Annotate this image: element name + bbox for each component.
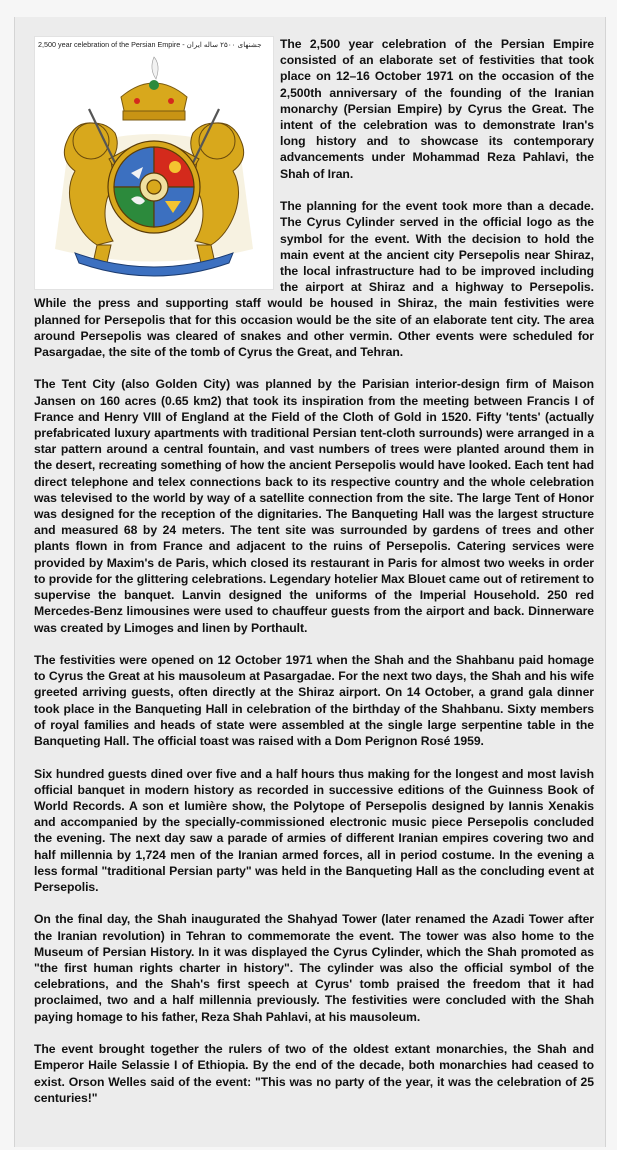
paragraph-5: Six hundred guests dined over five and a half hours thus making for the longest and most lavish official banquet in modern history as recorded in successive editions of the Guinness Book of World Records. A son et lumière show, the Polytope of Persepolis designed by Iannis Xenakis and accompanied by the specially-commissioned electronic music piece Persepolis concluded the evening. The next day saw a parade of armies of different Iranian empires covering two and half millennia by 1,724 men of the Iranian armed forces, all in period costume. In the evening a less formal "traditional Persian party" was held in the Banqueting Hall as the concluding event at Persepolis. (34, 766, 594, 894)
paragraph-1: The 2,500 year celebration of the Persian Empire consisted of an elaborate set of festivities that took place on 12–16 October 1971 on the occasion of the 2,500th anniversary of the founding of the Iranian monarchy (Persian Empire) by Cyrus the Great. The intent of the celebration was to demonstrate Iran's long history and to showcase its contemporary advancements under Mohammad Reza Pahlavi, the Shah of Iran. (280, 37, 594, 181)
imperial-coat-of-arms-icon (35, 49, 273, 289)
emblem-figure (34, 36, 274, 290)
paragraph-6: On the final day, the Shah inaugurated the Shahyad Tower (later renamed the Azadi Tower after the Iranian revolution) in Tehran to commemorate the event. The tower was also home to the Museum of Persian History. In it was displayed the Cyrus Cylinder, which the Shah promoted as "the first human rights charter in history". The cylinder was also the official symbol of the celebrations, and the Shah's first speech at Cyrus' tomb praised the freedom that it had proclaimed, two and a half millennia previously. The festivities were concluded with the Shah paying homage to his father, Reza Shah Pahlavi, at his mausoleum. (34, 912, 594, 1024)
article-body (34, 36, 594, 1122)
figure-caption: 2,500 year celebration of the Persian Empire - جشنهای ۲۵۰۰ ساله ایران (38, 40, 262, 49)
paragraph-7: The event brought together the rulers of two of the oldest extant monarchies, the Shah and Emperor Haile Selassie I of Ethiopia. By the end of the decade, both monarchies had ceased to exist. Orson Welles said of the event: "This was no party of the year, it was the celebration of 25 centuries!" (34, 1042, 594, 1105)
paragraph-3: The Tent City (also Golden City) was planned by the Parisian interior-design firm of Maison Jansen on 160 acres (0.65 km2) that took its inspiration from the meeting between Francis I of France and Henry VIII of England at the Field of the Cloth of Gold in 1520. Fifty 'tents' (actually prefabricated luxury apartments with traditional Persian tent-cloth surrounds) were arranged in a star pattern around a central fountain, and vast numbers of trees were planted around them in the desert, recreating something of how the ancient Persepolis would have looked. Each tent had direct telephone and telex connections back to its respective country and the whole celebration was televised to the world by way of a satellite connection from the site. The large Tent of Honor was designed for the reception of the dignitaries. The Banqueting Hall was the largest structure and measured 68 by 24 meters. The tent site was surrounded by gardens of trees and other plants flown in from France and adjacent to the ruins of Persepolis. Catering services were provided by Maxim's de Paris, which closed its restaurant in Paris for almost two weeks in order to provide for the glittering celebrations. Legendary hotelier Max Blouet came out of retirement to supervise the banquet. Lanvin designed the uniforms of the Imperial Household. 250 red Mercedes-Benz limousines were used to chauffeur guests from the airport and back. Dinnerware was created by Limoges and linen by Porthault. (34, 377, 594, 635)
paragraph-4: The festivities were opened on 12 October 1971 when the Shah and the Shahbanu paid homage to Cyrus the Great at his mausoleum at Pasargadae. For the next two days, the Shah and his wife greeted arriving guests, often directly at the Shiraz airport. On 14 October, a grand gala dinner took place in the Banqueting Hall in celebration of the birthday of the Shahbanu. Sixty members of royal families and heads of state were assembled at the single large serpentine table in the Banqueting Hall. The official toast was raised with a Dom Perignon Rosé 1959. (34, 653, 594, 749)
paragraph-2: The planning for the event took more than a decade. The Cyrus Cylinder served in the official logo as the symbol for the event. With the decision to hold the main event at the ancient city Persepolis near Shiraz, the local infrastructure had to be improved including the airport at Shiraz and a highway to Persepolis. While the press and supporting staff would be housed in Shiraz, the main festivities were planned for Persepolis that for this occasion would be the site of an elaborate tent city. The area around Persepolis was cleared of snakes and other vermin. Other events were scheduled for Pasargadae, the site of the tomb of Cyrus the Great, and Tehran. (34, 199, 594, 359)
